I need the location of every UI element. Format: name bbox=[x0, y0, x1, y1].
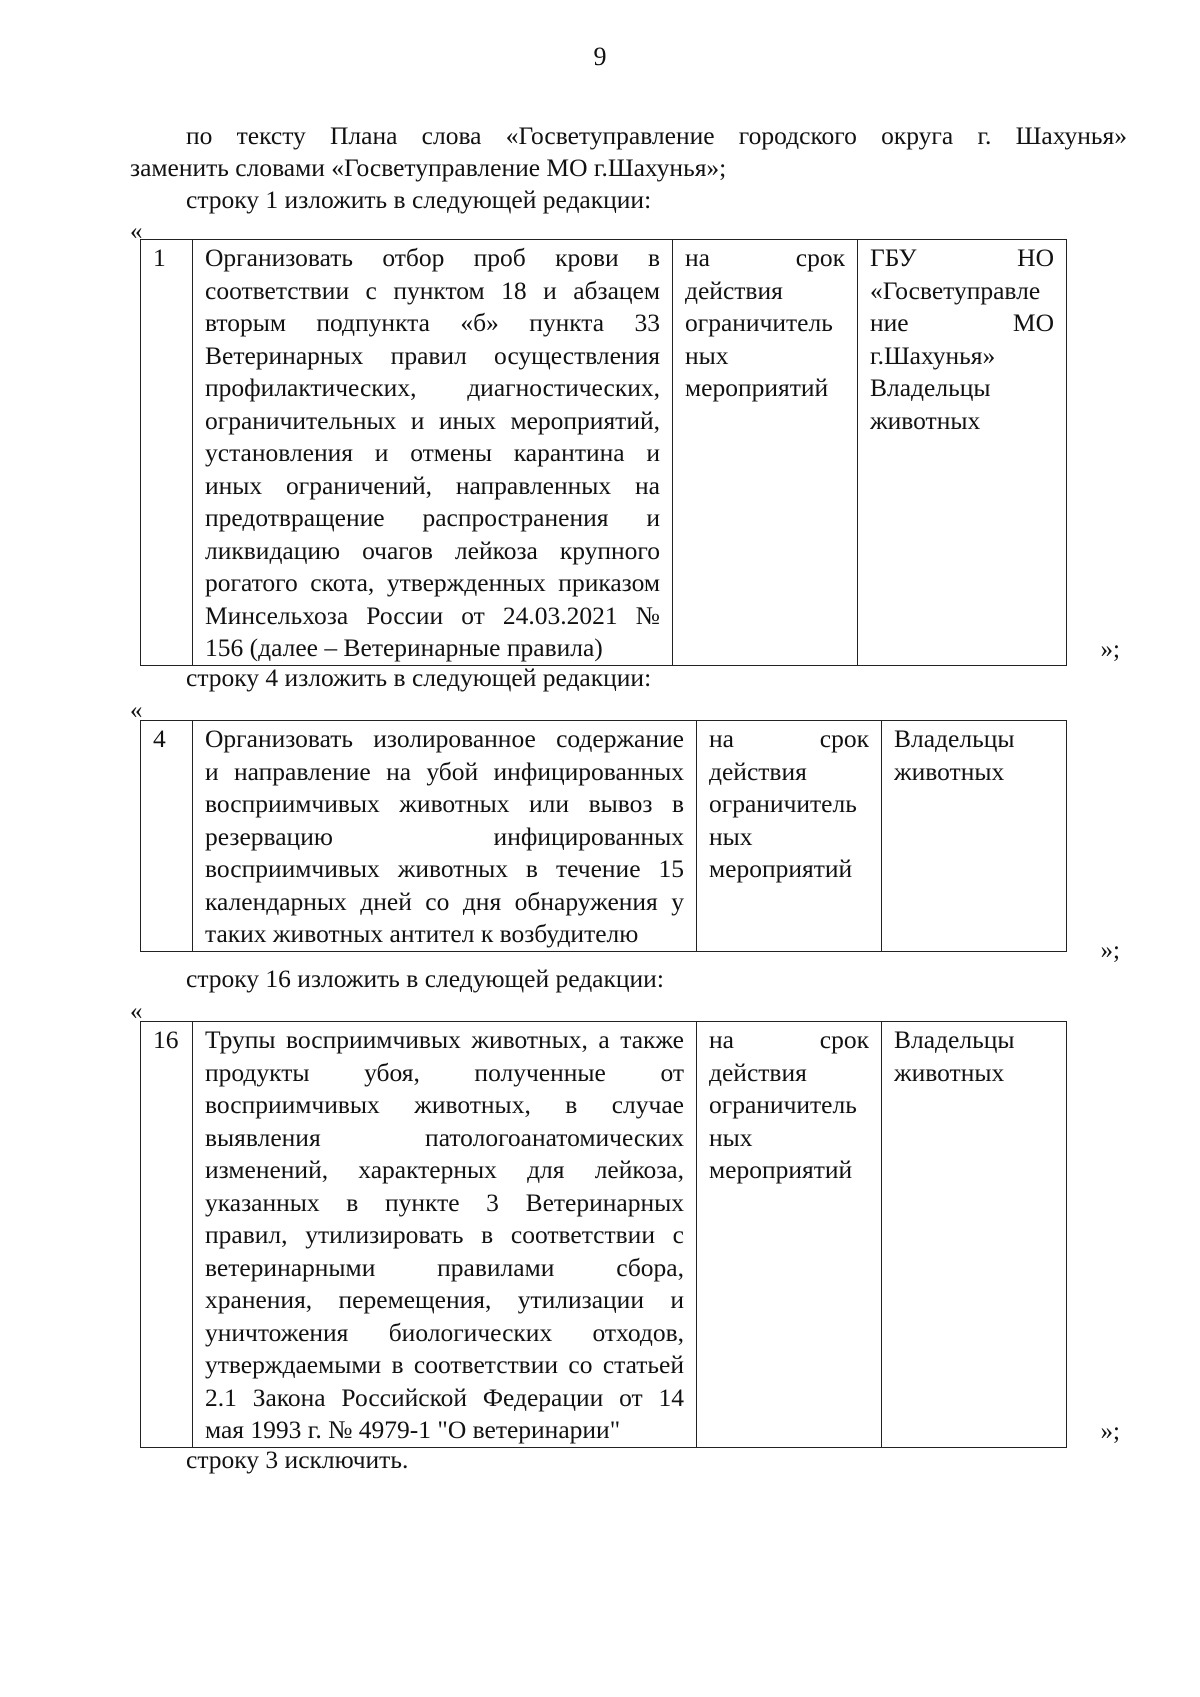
responsible-text bbox=[894, 723, 1054, 788]
text-line: утверждаемыми в соответствии со статьей bbox=[205, 1350, 684, 1379]
intro-line-2: заменить словами «Госветуправление МО г.Шахунья»; bbox=[130, 153, 727, 182]
text-line: ограничитель bbox=[709, 789, 857, 818]
text-line: мероприятий bbox=[709, 1155, 853, 1184]
quote-open: « bbox=[130, 998, 143, 1025]
text-line: изменений, характерных для лейкоза, bbox=[205, 1155, 684, 1184]
text-line: хранения, перемещения, утилизации и bbox=[205, 1285, 684, 1314]
term-text bbox=[709, 723, 869, 886]
text-line: мероприятий bbox=[709, 854, 853, 883]
text-line: Организовать отбор проб крови в bbox=[205, 243, 660, 272]
action-cell bbox=[193, 721, 697, 952]
text-line: Владельцы bbox=[894, 724, 1015, 753]
text-line: животных bbox=[870, 405, 981, 435]
text-line: выявления патологоанатомических bbox=[205, 1122, 684, 1152]
intro-line-1: по тексту Плана слова «Госветуправление городского округа г. Шахунья» bbox=[186, 121, 1127, 150]
table-row bbox=[141, 1022, 1067, 1448]
section-heading-row-16: строку 16 изложить в следующей редакции: bbox=[186, 964, 664, 993]
term-cell bbox=[697, 1022, 882, 1448]
text-line: Ветеринарных правил осуществления bbox=[205, 340, 660, 370]
text-line: указанных в пункте 3 Ветеринарных bbox=[205, 1187, 684, 1217]
text-line: иных ограничений, направленных на bbox=[205, 470, 660, 500]
text-line: ных bbox=[685, 340, 729, 370]
text-line: 156 (далее – Ветеринарные правила) bbox=[205, 633, 603, 662]
text-line: ликвидацию очагов лейкоза крупного bbox=[205, 535, 660, 565]
row-number-cell: 1 bbox=[141, 240, 193, 666]
text-line: 2.1 Закона Российской Федерации от 14 bbox=[205, 1382, 684, 1412]
text-line: профилактических, диагностических, bbox=[205, 373, 660, 402]
action-text bbox=[205, 1024, 684, 1447]
action-text bbox=[205, 723, 684, 951]
text-line: восприимчивых животных или вывоз в bbox=[205, 789, 684, 818]
action-cell bbox=[193, 240, 673, 666]
text-line: Владельцы bbox=[870, 373, 991, 402]
text-line: мая 1993 г. № 4979-1 "О ветеринарии" bbox=[205, 1415, 621, 1444]
text-line: резервацию инфицированных bbox=[205, 821, 684, 851]
section-heading-row-4: строку 4 изложить в следующей редакции: bbox=[186, 663, 652, 692]
responsible-cell bbox=[882, 1022, 1067, 1448]
text-line: действия bbox=[685, 275, 783, 305]
section-heading-row-1: строку 1 изложить в следующей редакции: bbox=[186, 185, 652, 214]
quote-close: »; bbox=[1100, 1418, 1120, 1445]
text-line: г.Шахунья» bbox=[870, 340, 996, 370]
text-line: восприимчивых животных в течение 15 bbox=[205, 854, 684, 883]
text-line: установления и отмены карантина и bbox=[205, 438, 660, 467]
text-line: животных bbox=[894, 1057, 1005, 1087]
text-line: и направление на убой инфицированных bbox=[205, 756, 684, 786]
term-cell bbox=[673, 240, 858, 666]
text-line: таких животных антител к возбудителю bbox=[205, 919, 639, 948]
text-line: на срок bbox=[709, 724, 869, 753]
responsible-text bbox=[870, 242, 1054, 437]
text-line: Владельцы bbox=[894, 1025, 1015, 1054]
text-line: ных bbox=[709, 1122, 753, 1152]
text-line: восприимчивых животных, в случае bbox=[205, 1090, 684, 1119]
term-cell bbox=[697, 721, 882, 952]
text-line: ограничительных и иных мероприятий, bbox=[205, 405, 660, 435]
amendment-table-row-1 bbox=[140, 239, 1067, 666]
amendment-table-row-4 bbox=[140, 720, 1067, 952]
text-line: ветеринарными правилами сбора, bbox=[205, 1252, 684, 1282]
action-text bbox=[205, 242, 660, 665]
amendment-table-row-16 bbox=[140, 1021, 1067, 1448]
action-cell bbox=[193, 1022, 697, 1448]
responsible-cell bbox=[882, 721, 1067, 952]
text-line: ных bbox=[709, 821, 753, 851]
text-line: вторым подпункта «б» пункта 33 bbox=[205, 308, 660, 337]
page-number: 9 bbox=[593, 42, 607, 71]
text-line: Минсельхоза России от 24.03.2021 № bbox=[205, 600, 660, 630]
table-row bbox=[141, 240, 1067, 666]
quote-open: « bbox=[130, 218, 143, 245]
text-line: предотвращение распространения и bbox=[205, 503, 660, 532]
responsible-cell bbox=[858, 240, 1067, 666]
quote-open: « bbox=[130, 697, 143, 724]
text-line: ние МО bbox=[870, 308, 1054, 337]
row-number-cell: 16 bbox=[141, 1022, 193, 1448]
text-line: Организовать изолированное содержание bbox=[205, 724, 684, 753]
text-line: действия bbox=[709, 1057, 807, 1087]
quote-close: »; bbox=[1100, 636, 1120, 663]
term-text bbox=[685, 242, 845, 405]
closing-instruction: строку 3 исключить. bbox=[186, 1445, 409, 1474]
text-line: животных bbox=[894, 756, 1005, 786]
text-line: действия bbox=[709, 756, 807, 786]
text-line: календарных дней со дня обнаружения у bbox=[205, 886, 684, 916]
term-text bbox=[709, 1024, 869, 1187]
text-line: ограничитель bbox=[709, 1090, 857, 1119]
text-line: на срок bbox=[685, 243, 845, 272]
text-line: правил, утилизировать в соответствии с bbox=[205, 1220, 684, 1249]
text-line: «Госветуправле bbox=[870, 275, 1041, 305]
responsible-text bbox=[894, 1024, 1054, 1089]
text-line: уничтожения биологических отходов, bbox=[205, 1317, 684, 1347]
text-line: Трупы восприимчивых животных, а также bbox=[205, 1025, 684, 1054]
quote-close: »; bbox=[1100, 937, 1120, 964]
text-line: продукты убоя, полученные от bbox=[205, 1057, 684, 1087]
text-line: мероприятий bbox=[685, 373, 829, 402]
text-line: ГБУ НО bbox=[870, 243, 1054, 272]
row-number-cell: 4 bbox=[141, 721, 193, 952]
text-line: на срок bbox=[709, 1025, 869, 1054]
table-row bbox=[141, 721, 1067, 952]
text-line: соответствии с пунктом 18 и абзацем bbox=[205, 275, 660, 305]
text-line: рогатого скота, утвержденных приказом bbox=[205, 568, 660, 597]
text-line: ограничитель bbox=[685, 308, 833, 337]
